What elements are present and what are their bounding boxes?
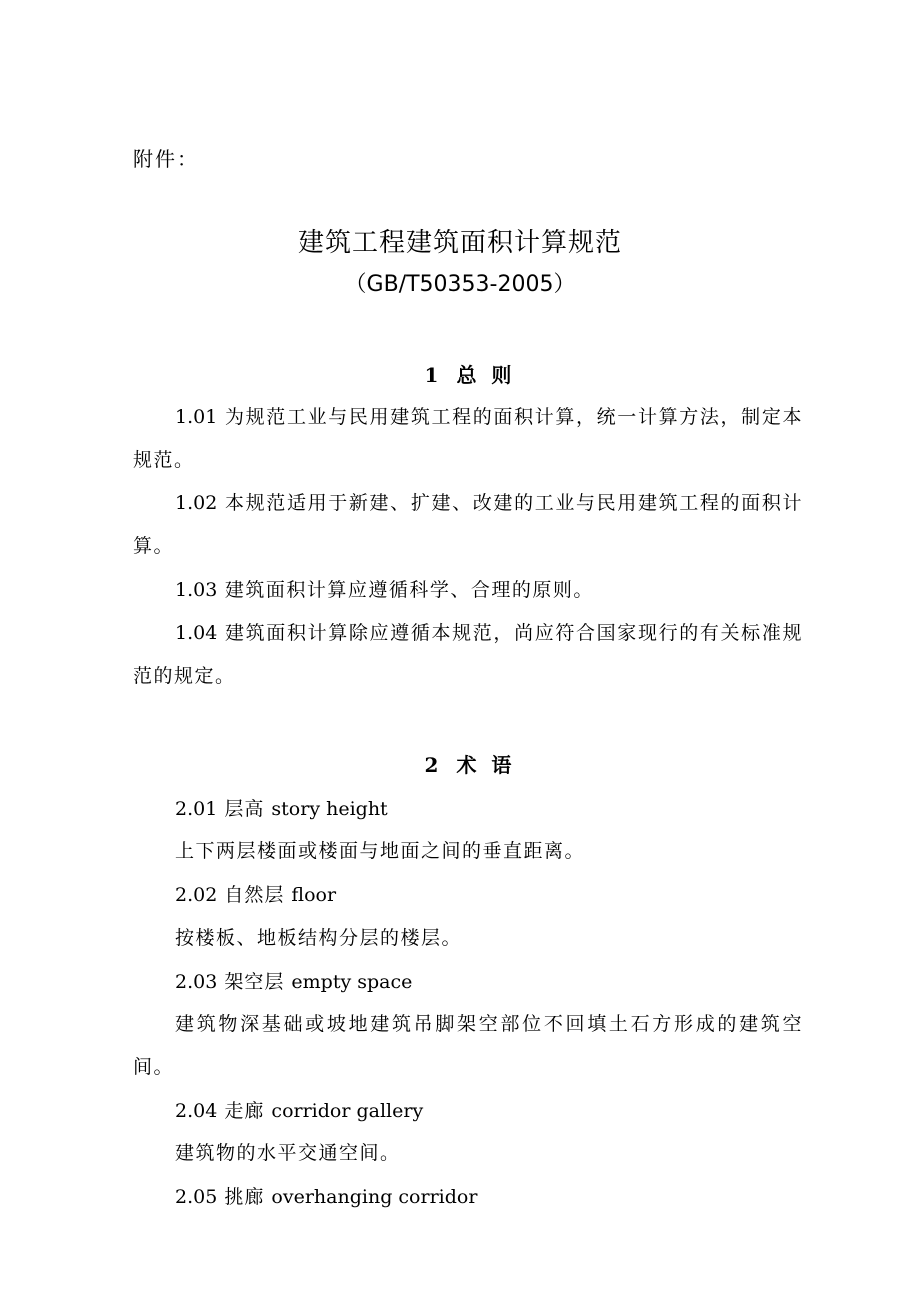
term-zh: 层高 <box>224 798 265 820</box>
section-1-heading <box>0 360 920 390</box>
section-number: 1 <box>424 363 443 387</box>
term-definition: 上下两层楼面或楼面与地面之间的垂直距离。 <box>175 840 586 862</box>
attachment-label: 附件： <box>133 147 199 171</box>
clause-text: 为规范工业与民用建筑工程的面积计算，统一计算方法，制定本规范。 <box>133 406 803 471</box>
term-number: 2.02 <box>175 884 218 906</box>
term-definition: 建筑物深基础或坡地建筑吊脚架空部位不回填土石方形成的建筑空间。 <box>133 1013 803 1078</box>
section-title: 术 语 <box>456 753 516 777</box>
term-number: 2.01 <box>175 798 218 820</box>
term-2-02 <box>175 880 803 910</box>
term-zh: 挑廊 <box>224 1186 265 1208</box>
term-zh: 走廊 <box>224 1100 265 1122</box>
clause-number: 1.03 <box>175 579 218 601</box>
clause-number: 1.01 <box>175 406 218 428</box>
term-2-04 <box>175 1096 803 1126</box>
term-number: 2.05 <box>175 1186 218 1208</box>
section-2-heading <box>0 750 920 780</box>
term-en: overhanging corridor <box>271 1186 478 1208</box>
term-en: corridor gallery <box>271 1100 424 1122</box>
term-definition: 建筑物的水平交通空间。 <box>175 1142 401 1164</box>
term-zh: 架空层 <box>224 971 285 993</box>
term-number: 2.04 <box>175 1100 218 1122</box>
section-number: 2 <box>424 753 443 777</box>
clause-text: 本规范适用于新建、扩建、改建的工业与民用建筑工程的面积计算。 <box>133 492 803 557</box>
document-title: 建筑工程建筑面积计算规范 <box>297 228 622 258</box>
term-definition: 按楼板、地板结构分层的楼层。 <box>175 927 463 949</box>
term-en: empty space <box>291 971 413 993</box>
clause-1-02 <box>133 482 803 568</box>
term-zh: 自然层 <box>224 884 285 906</box>
clause-text: 建筑面积计算除应遵循本规范，尚应符合国家现行的有关标准规范的规定。 <box>133 622 803 687</box>
clause-number: 1.04 <box>175 622 218 644</box>
term-2-01 <box>175 794 803 824</box>
clause-1-03 <box>133 569 803 612</box>
clause-1-01 <box>133 396 803 482</box>
term-en: floor <box>291 884 337 906</box>
section-title: 总 则 <box>456 363 516 387</box>
term-2-03 <box>175 967 803 997</box>
clause-text: 建筑面积计算应遵循科学、合理的原则。 <box>224 579 594 601</box>
term-en: story height <box>271 798 388 820</box>
document-code: （GB/T50353-2005） <box>344 272 576 297</box>
term-number: 2.03 <box>175 971 218 993</box>
clause-number: 1.02 <box>175 492 218 514</box>
clause-1-04 <box>133 612 803 698</box>
term-2-05 <box>175 1182 803 1212</box>
